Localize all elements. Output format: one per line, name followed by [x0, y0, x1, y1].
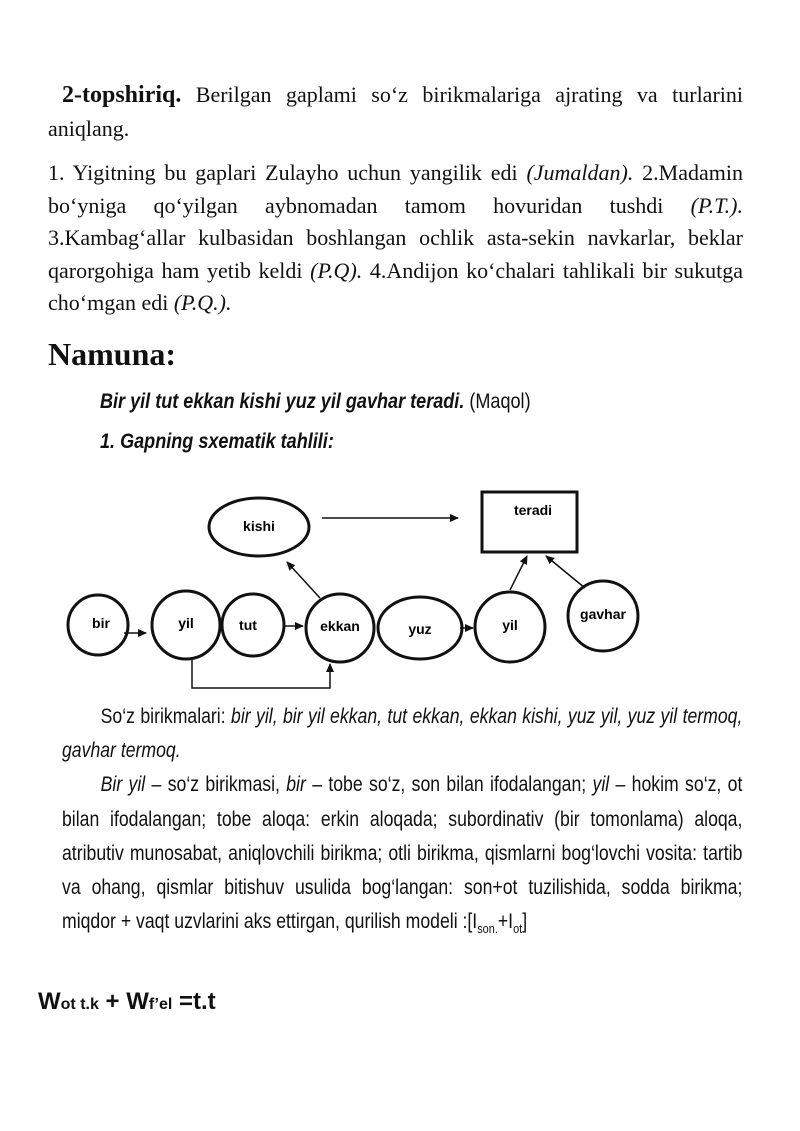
node-yuz-label: yuz — [408, 621, 432, 637]
edge-gavhar-teradi — [546, 556, 585, 588]
analysis-text-c: – hokim so‘z, ot bilan ifodalangan; tobe aloqa: erkin aloqada; subordinativ (bir tomonlama) aloqa, atributiv munosabat, aniqlovchili birikma; otli birikma, qismlarni bog‘lovchi vosita: tartib va ohang, qismlar bitishuv usulida bog‘langan: son+ot tuzilishida, sodda birikma; miqdor + vaqt uzvlarini aks ettirgan, qurilish modeli :[I — [62, 773, 743, 934]
analysis-text — [62, 700, 742, 947]
subscript-ot: ot — [513, 921, 523, 937]
sentence-4-source: (P.Q.). — [173, 290, 232, 315]
section-heading: 1. Gapning sxematik tahlili: — [100, 430, 334, 453]
term-bir-yil: Bir yil — [100, 773, 146, 797]
formula-w2: W — [126, 988, 149, 1015]
sentences-paragraph — [48, 157, 743, 320]
formula-sub2: f’el — [148, 996, 173, 1013]
node-gavhar-label: gavhar — [580, 606, 626, 622]
analysis-text-e: ] — [522, 910, 528, 934]
analysis-text-d: +I — [497, 910, 514, 934]
sentence-3: 3.Kambag‘allar kulbasidan boshlangan ochlik asta-sekin navkarlar, beklar qarorgohiga ham yetib keldi — [48, 225, 743, 283]
sentence-2: 2.Madamin bo‘yniga qo‘yilgan aybnomadan tamom hovuridan tushdi — [48, 160, 743, 218]
analysis-paragraph-1 — [62, 700, 742, 768]
formula-plus: + — [98, 988, 127, 1015]
formula-sub1: ot t.k — [60, 996, 99, 1013]
formula — [38, 988, 216, 1016]
task-text: Berilgan gaplami so‘z birikmalariga ajrating va turlarini aniqlang. — [48, 82, 743, 141]
node-kishi-label: kishi — [243, 518, 275, 534]
node-tut-label: tut — [239, 617, 257, 633]
edge-yil-teradi — [510, 556, 527, 590]
syntax-diagram — [0, 480, 800, 695]
formula-w1: W — [38, 988, 61, 1015]
node-yil-1-label: yil — [178, 615, 194, 631]
task-label: 2-topshiriq. — [62, 82, 182, 108]
sentence-3-source: (P.Q). — [310, 257, 363, 283]
collocations-list: bir yil, bir yil ekkan, tut ekkan, ekkan kishi, yuz yil, yuz yil termoq, gavhar termoq. — [62, 705, 743, 763]
node-bir-label: bir — [92, 615, 110, 631]
edge-yil-ekkan — [192, 659, 330, 688]
collocations-label: So‘z birikmalari: — [100, 705, 232, 728]
term-yil: yil — [592, 773, 610, 797]
sentence-1: 1. Yigitning bu gaplari Zulayho uchun yangilik edi — [48, 160, 527, 185]
term-bir: bir — [286, 773, 306, 797]
node-ekkan-label: ekkan — [320, 618, 360, 634]
sentence-4: 4.Andijon ko‘chalari tahlikali bir sukutga cho‘mgan edi — [48, 257, 743, 315]
analysis-paragraph-2 — [62, 768, 742, 946]
sentence-1-source: (Jumaldan). — [526, 160, 634, 185]
namuna-heading: Namuna: — [48, 336, 177, 372]
sentence-2-source: (P.T.). — [690, 192, 743, 218]
node-yil-2-label: yil — [502, 617, 518, 633]
example-text: Bir yil tut ekkan kishi yuz yil gavhar teradi. — [100, 390, 465, 413]
analysis-text-b: – tobe so‘z, son bilan ifodalangan; — [305, 773, 593, 797]
formula-result: =t.t — [172, 988, 216, 1015]
analysis-text-a: – so‘z birikmasi, — [145, 773, 287, 797]
subscript-son: son. — [477, 921, 498, 937]
example-sentence — [100, 390, 531, 414]
task-paragraph — [48, 78, 743, 145]
node-teradi-label: teradi — [513, 502, 553, 518]
edge-ekkan-kishi — [287, 562, 320, 598]
node-teradi — [482, 492, 577, 552]
example-source: (Maqol) — [469, 390, 531, 413]
